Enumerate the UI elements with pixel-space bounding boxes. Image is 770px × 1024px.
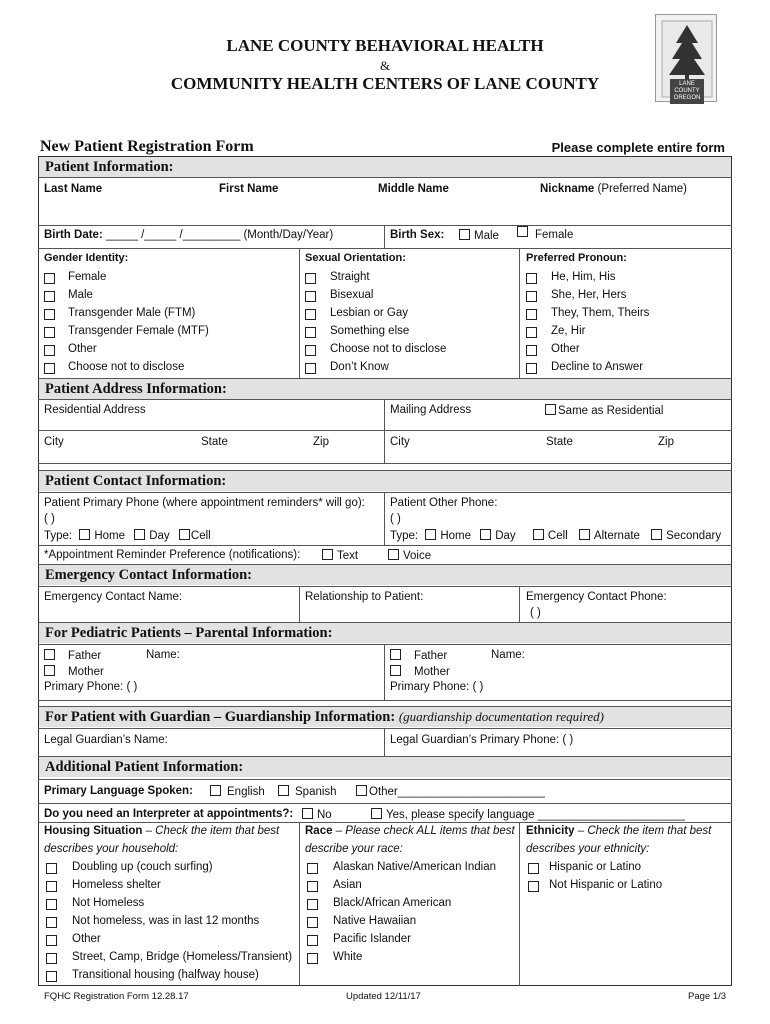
emergency-phone-paren[interactable]: ( ) [530, 607, 541, 619]
gender-checkbox[interactable] [44, 327, 55, 338]
primary-cell-checkbox[interactable] [179, 529, 190, 540]
residential-address-label: Residential Address [44, 404, 146, 416]
race-checkbox[interactable] [307, 863, 318, 874]
birth-sex-label: Birth Sex: [390, 229, 445, 241]
header-title-line1: LANE COUNTY BEHAVIORAL HEALTH [226, 36, 544, 55]
race-checkbox[interactable] [307, 881, 318, 892]
footer-updated: Updated 12/11/17 [346, 991, 421, 1002]
gender-option-label: Choose not to disclose [68, 361, 185, 373]
housing-checkbox[interactable] [46, 953, 57, 964]
other-day-checkbox[interactable] [480, 529, 491, 540]
housing-checkbox[interactable] [46, 971, 57, 982]
housing-checkbox[interactable] [46, 899, 57, 910]
pediatric-father-option-2[interactable]: Father [390, 649, 447, 662]
other-home-checkbox[interactable] [425, 529, 436, 540]
interpreter-no-option[interactable]: No [302, 808, 332, 821]
other-language-checkbox[interactable] [356, 785, 367, 796]
primary-home-checkbox[interactable] [79, 529, 90, 540]
race-checkbox[interactable] [307, 935, 318, 946]
orientation-checkbox[interactable] [305, 291, 316, 302]
interpreter-yes-checkbox[interactable] [371, 808, 382, 819]
gender-option-label: Male [68, 289, 93, 301]
preferred-pronoun-heading: Preferred Pronoun: [526, 252, 627, 264]
last-name-field[interactable] [40, 198, 730, 224]
ethnicity-option-label: Hispanic or Latino [549, 861, 642, 873]
gender-checkbox[interactable] [44, 309, 55, 320]
pronoun-option-label: Decline to Answer [551, 361, 644, 373]
race-option-label: Native Hawaiian [333, 915, 417, 927]
sex-female-label: Female [535, 229, 574, 241]
pronoun-option-label: Other [551, 343, 580, 355]
footer-form-id: FQHC Registration Form 12.28.17 [44, 991, 189, 1002]
pediatric-name-label: Name: [146, 649, 180, 661]
nickname-label: Nickname (Preferred Name) [540, 183, 688, 195]
language-english-option[interactable]: English [210, 785, 265, 798]
pronoun-option-label: She, Her, Hers [551, 289, 627, 301]
sex-male-checkbox[interactable] [459, 229, 470, 240]
footer-page: Page 1/3 [688, 991, 727, 1002]
emergency-name-label: Emergency Contact Name: [44, 591, 183, 603]
housing-option-label: Homeless shelter [72, 879, 161, 891]
orientation-option-label: Lesbian or Gay [330, 307, 408, 319]
interpreter-yes-option[interactable]: Yes, please specify language _______________________ [371, 808, 685, 821]
pediatric-phone-label-2: Primary Phone: ( ) [390, 681, 484, 693]
housing-heading: Housing Situation – Check the item that best [44, 825, 280, 837]
emergency-heading: Emergency Contact Information: [39, 565, 731, 585]
ethnicity-option-label: Not Hispanic or Latino [549, 879, 663, 891]
pronoun-option-label: Ze, Hir [551, 325, 586, 337]
ethnicity-heading: Ethnicity – Check the item that best [526, 825, 712, 837]
gender-checkbox[interactable] [44, 345, 55, 356]
housing-heading-2: describes your household: [44, 843, 179, 855]
mother-checkbox-2[interactable] [390, 665, 401, 676]
primary-phone-label: Patient Primary Phone (where appointment reminders* will go): [44, 497, 365, 509]
emergency-relationship-label: Relationship to Patient: [305, 591, 424, 603]
interpreter-no-checkbox[interactable] [302, 808, 313, 819]
pronoun-checkbox[interactable] [526, 345, 537, 356]
father-checkbox[interactable] [44, 649, 55, 660]
other-phone-type: Type: Home Day Cell Alternate Secondary [390, 530, 722, 542]
state-label: State [201, 436, 228, 448]
sex-female-option[interactable] [517, 226, 532, 239]
gender-option-label: Female [68, 271, 107, 283]
primary-day-checkbox[interactable] [134, 529, 145, 540]
orientation-checkbox[interactable] [305, 327, 316, 338]
gender-option-label: Transgender Male (FTM) [68, 307, 196, 319]
pediatric-mother-option[interactable]: Mother [44, 665, 104, 678]
pronoun-checkbox[interactable] [526, 363, 537, 374]
pediatric-name-label-2: Name: [491, 649, 525, 661]
race-checkbox[interactable] [307, 899, 318, 910]
other-secondary-checkbox[interactable] [651, 529, 662, 540]
race-heading-2: describe your race: [305, 843, 403, 855]
sex-male-option[interactable]: Male [459, 229, 499, 242]
orientation-option-label: Straight [330, 271, 370, 283]
race-option-label: Pacific Islander [333, 933, 411, 945]
gender-option-label: Transgender Female (MTF) [68, 325, 209, 337]
pronoun-checkbox[interactable] [526, 309, 537, 320]
spanish-checkbox[interactable] [278, 785, 289, 796]
orientation-checkbox[interactable] [305, 273, 316, 284]
mailing-zip-label: Zip [658, 436, 674, 448]
mailing-state-label: State [546, 436, 573, 448]
ethnicity-checkbox[interactable] [528, 863, 539, 874]
contact-heading: Patient Contact Information: [39, 471, 731, 491]
father-checkbox-2[interactable] [390, 649, 401, 660]
race-heading: Race – Please check ALL items that best [305, 825, 515, 837]
housing-option-label: Not homeless, was in last 12 months [72, 915, 260, 927]
housing-option-label: Other [72, 933, 101, 945]
housing-checkbox[interactable] [46, 935, 57, 946]
orientation-checkbox[interactable] [305, 309, 316, 320]
orientation-checkbox[interactable] [305, 345, 316, 356]
emergency-phone-label: Emergency Contact Phone: [526, 591, 667, 603]
pronoun-option-label: They, Them, Theirs [551, 307, 650, 319]
language-other-option[interactable]: Other_______________________ [356, 785, 545, 798]
pronoun-checkbox[interactable] [526, 327, 537, 338]
housing-option-label: Transitional housing (halfway house) [72, 969, 259, 981]
first-name-label: First Name [219, 183, 279, 195]
other-phone-label: Patient Other Phone: [390, 497, 498, 509]
pediatric-heading: For Pediatric Patients – Parental Information: [39, 623, 731, 643]
zip-label: Zip [313, 436, 329, 448]
race-option-label: Alaskan Native/American Indian [333, 861, 496, 873]
logo-text: LANE COUNTY OREGON [670, 79, 704, 104]
primary-phone-type: Type: Home Day Cell [44, 530, 211, 542]
mailing-city-label: City [390, 436, 410, 448]
other-phone-paren[interactable]: ( ) [390, 513, 401, 525]
header-ampersand: & [379, 58, 391, 73]
other-alternate-checkbox[interactable] [579, 529, 590, 540]
address-heading: Patient Address Information: [39, 379, 731, 399]
race-option-label: White [333, 951, 363, 963]
primary-phone-paren[interactable]: ( ) [44, 513, 55, 525]
birth-date-label: Birth Date: _____ /_____ /_________ (Month/Day/Year) [44, 229, 334, 241]
gender-checkbox[interactable] [44, 363, 55, 374]
same-as-residential-option[interactable]: Same as Residential [545, 404, 663, 417]
reminder-text-option[interactable]: Text [322, 549, 358, 562]
english-checkbox[interactable] [210, 785, 221, 796]
additional-heading: Additional Patient Information: [39, 757, 731, 777]
lane-county-logo [655, 14, 717, 102]
mother-checkbox[interactable] [44, 665, 55, 676]
housing-option-label: Not Homeless [72, 897, 145, 909]
city-label: City [44, 436, 64, 448]
race-option-label: Asian [333, 879, 362, 891]
race-checkbox[interactable] [307, 917, 318, 928]
orientation-option-label: Don’t Know [330, 361, 389, 373]
last-name-label: Last Name [44, 183, 103, 195]
sex-female-checkbox[interactable] [517, 226, 528, 237]
language-spanish-option[interactable]: Spanish [278, 785, 337, 798]
pronoun-checkbox[interactable] [526, 273, 537, 284]
mailing-address-label: Mailing Address [390, 404, 472, 416]
gender-checkbox[interactable] [44, 273, 55, 284]
race-option-label: Black/African American [333, 897, 452, 909]
interpreter-label: Do you need an Interpreter at appointments?: [44, 808, 294, 820]
pronoun-option-label: He, Him, His [551, 271, 616, 283]
orientation-option-label: Bisexual [330, 289, 374, 301]
ethnicity-heading-2: describes your ethnicity: [526, 843, 650, 855]
gender-identity-heading: Gender Identity: [44, 252, 129, 264]
housing-option-label: Doubling up (couch surfing) [72, 861, 213, 873]
housing-option-label: Street, Camp, Bridge (Homeless/Transient) [72, 951, 293, 963]
pediatric-phone-label: Primary Phone: ( ) [44, 681, 138, 693]
reminder-text-checkbox[interactable] [322, 549, 333, 560]
language-label: Primary Language Spoken: [44, 785, 193, 797]
race-checkbox[interactable] [307, 953, 318, 964]
orientation-option-label: Something else [330, 325, 410, 337]
patient-info-heading: Patient Information: [39, 157, 731, 177]
reminder-preference-label: *Appointment Reminder Preference (notifications): [44, 549, 301, 561]
housing-checkbox[interactable] [46, 863, 57, 874]
pediatric-mother-option-2[interactable]: Mother [390, 665, 450, 678]
same-as-residential-checkbox[interactable] [545, 404, 556, 415]
header-title-line2: COMMUNITY HEALTH CENTERS OF LANE COUNTY [170, 74, 600, 93]
middle-name-label: Middle Name [378, 183, 449, 195]
ethnicity-checkbox[interactable] [528, 881, 539, 892]
guardian-phone-label: Legal Guardian’s Primary Phone: ( ) [390, 734, 574, 746]
orientation-option-label: Choose not to disclose [330, 343, 447, 355]
pediatric-father-option[interactable]: Father [44, 649, 101, 662]
form-title: New Patient Registration Form [40, 138, 254, 155]
gender-checkbox[interactable] [44, 291, 55, 302]
housing-checkbox[interactable] [46, 881, 57, 892]
orientation-checkbox[interactable] [305, 363, 316, 374]
housing-checkbox[interactable] [46, 917, 57, 928]
pronoun-checkbox[interactable] [526, 291, 537, 302]
sexual-orientation-heading: Sexual Orientation: [305, 252, 406, 264]
guardian-name-label: Legal Guardian’s Name: [44, 734, 168, 746]
instruction-text: Please complete entire form [551, 140, 725, 155]
reminder-voice-option[interactable]: Voice [388, 549, 431, 562]
reminder-voice-checkbox[interactable] [388, 549, 399, 560]
gender-option-label: Other [68, 343, 97, 355]
other-cell-checkbox[interactable] [533, 529, 544, 540]
guardian-heading: For Patient with Guardian – Guardianship Information: (guardianship documentation required) [39, 707, 731, 727]
